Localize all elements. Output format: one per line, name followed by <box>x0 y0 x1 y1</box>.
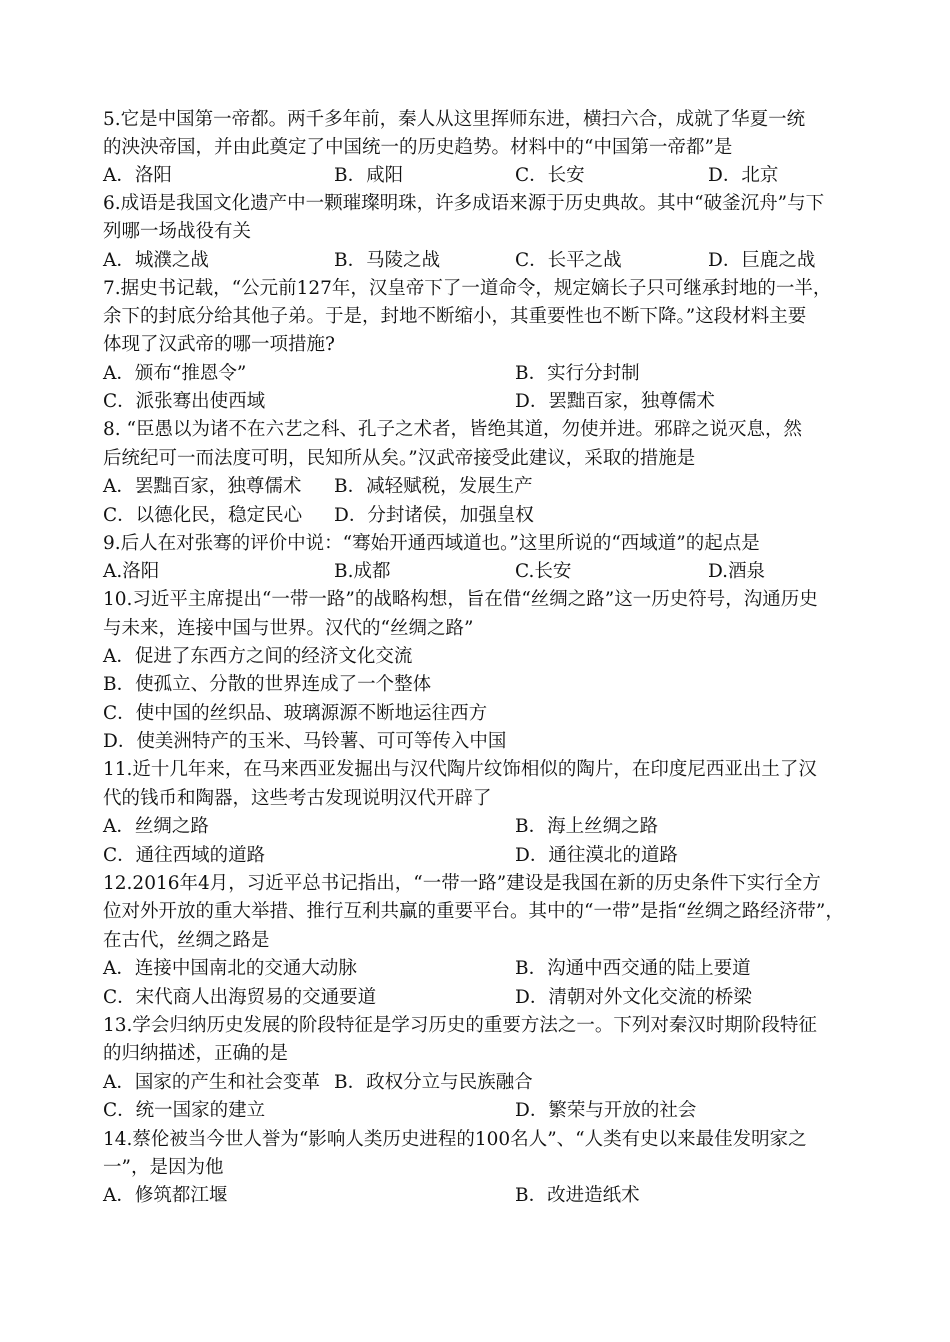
question-stem: 11.近十几年来，在马来西亚发掘出与汉代陶片纹饰相似的陶片，在印度尼西亚出土了汉 <box>103 759 817 780</box>
option-d: D．使美洲特产的玉米、马铃薯、可可等传入中国 <box>103 731 507 752</box>
question-stem: 后统纪可一而法度可明，民知所从矣。”汉武帝接受此建议，采取的措施是 <box>103 448 696 469</box>
option-a: A．城濮之战 <box>103 250 209 271</box>
option-b: B．减轻赋税，发展生产 <box>334 476 533 497</box>
option-c: C．长安 <box>515 165 585 186</box>
question-stem: 余下的封底分给其他子弟。于是，封地不断缩小，其重要性也不断下降。”这段材料主要 <box>103 306 807 327</box>
option-b: B．沟通中西交通的陆上要道 <box>515 958 751 979</box>
option-a: A．罢黜百家，独尊儒术 <box>103 476 302 497</box>
option-d: D.酒泉 <box>708 561 766 582</box>
option-c: C．宋代商人出海贸易的交通要道 <box>103 987 377 1008</box>
option-b: B．政权分立与民族融合 <box>334 1072 533 1093</box>
option-d: D．北京 <box>708 165 779 186</box>
option-c: C．使中国的丝织品、玻璃源源不断地运往西方 <box>103 703 488 724</box>
option-d: D．清朝对外文化交流的桥梁 <box>515 987 752 1008</box>
option-d: D．通往漠北的道路 <box>515 845 678 866</box>
question-stem: 与未来，连接中国与世界。汉代的“丝绸之路” <box>103 618 474 639</box>
option-c: C．长平之战 <box>515 250 622 271</box>
question-stem: 一”，是因为他 <box>103 1157 224 1178</box>
option-a: A．连接中国南北的交通大动脉 <box>103 958 357 979</box>
option-d: D．繁荣与开放的社会 <box>515 1100 697 1121</box>
question-stem: 10.习近平主席提出“一带一路”的战略构想，旨在借“丝绸之路”这一历史符号，沟通历史 <box>103 589 818 610</box>
option-c: C．通往西域的道路 <box>103 845 266 866</box>
question-stem: 的归纳描述，正确的是 <box>103 1043 289 1064</box>
question-stem: 的泱泱帝国，并由此奠定了中国统一的历史趋势。材料中的“中国第一帝都”是 <box>103 137 733 158</box>
option-b: B．改进造纸术 <box>515 1185 640 1206</box>
question-stem: 在古代，丝绸之路是 <box>103 930 270 951</box>
question-stem: 5.它是中国第一帝都。两千多年前，秦人从这里挥师东进，横扫六合，成就了华夏一统 <box>103 109 806 130</box>
option-c: C.长安 <box>515 561 572 582</box>
option-a: A.洛阳 <box>103 561 160 582</box>
question-stem: 体现了汉武帝的哪一项措施? <box>103 334 335 355</box>
question-stem: 代的钱币和陶器，这些考古发现说明汉代开辟了 <box>103 788 492 809</box>
option-b: B．咸阳 <box>334 165 404 186</box>
option-d: D．罢黜百家，独尊儒术 <box>515 391 715 412</box>
question-stem: 列哪一场战役有关 <box>103 221 252 242</box>
option-a: A．修筑都江堰 <box>103 1185 228 1206</box>
option-d: D．分封诸侯，加强皇权 <box>334 505 534 526</box>
option-d: D．巨鹿之战 <box>708 250 816 271</box>
question-stem: 位对外开放的重大举措、推行互利共赢的重要平台。其中的“一带”是指“丝绸之路经济带”， <box>103 901 844 922</box>
question-stem: 13.学会归纳历史发展的阶段特征是学习历史的重要方法之一。下列对秦汉时期阶段特征 <box>103 1015 817 1036</box>
option-a: A．洛阳 <box>103 165 172 186</box>
option-c: C．派张骞出使西域 <box>103 391 266 412</box>
question-stem: 6.成语是我国文化遗产中一颗璀璨明珠，许多成语来源于历史典故。其中“破釜沉舟”与下 <box>103 193 825 214</box>
option-c: C．以德化民，稳定民心 <box>103 505 303 526</box>
question-stem: 8. “臣愚以为诸不在六艺之科、孔子之术者，皆绝其道，勿使并进。邪辟之说灭息，然 <box>103 419 802 440</box>
option-b: B．海上丝绸之路 <box>515 816 659 837</box>
option-b: B．使孤立、分散的世界连成了一个整体 <box>103 674 432 695</box>
option-a: A．丝绸之路 <box>103 816 209 837</box>
option-a: A．国家的产生和社会变革 <box>103 1072 320 1093</box>
question-stem: 9.后人在对张骞的评价中说：“骞始开通西域道也。”这里所说的“西域道”的起点是 <box>103 533 760 554</box>
option-a: A．促进了东西方之间的经济文化交流 <box>103 646 413 667</box>
option-a: A．颁布“推恩令” <box>103 363 247 384</box>
option-b: B.成都 <box>334 561 391 582</box>
question-stem: 14.蔡伦被当今世人誉为“影响人类历史进程的100名人”、“人类有史以来最佳发明家之 <box>103 1129 807 1150</box>
option-b: B．实行分封制 <box>515 363 640 384</box>
question-stem: 12.2016年4月，习近平总书记指出，“一带一路”建设是我国在新的历史条件下实行全方 <box>103 873 821 894</box>
option-c: C．统一国家的建立 <box>103 1100 266 1121</box>
option-b: B．马陵之战 <box>334 250 441 271</box>
question-stem: 7.据史书记载，“公元前127年，汉皇帝下了一道命令，规定嫡长子只可继承封地的一半， <box>103 278 832 299</box>
